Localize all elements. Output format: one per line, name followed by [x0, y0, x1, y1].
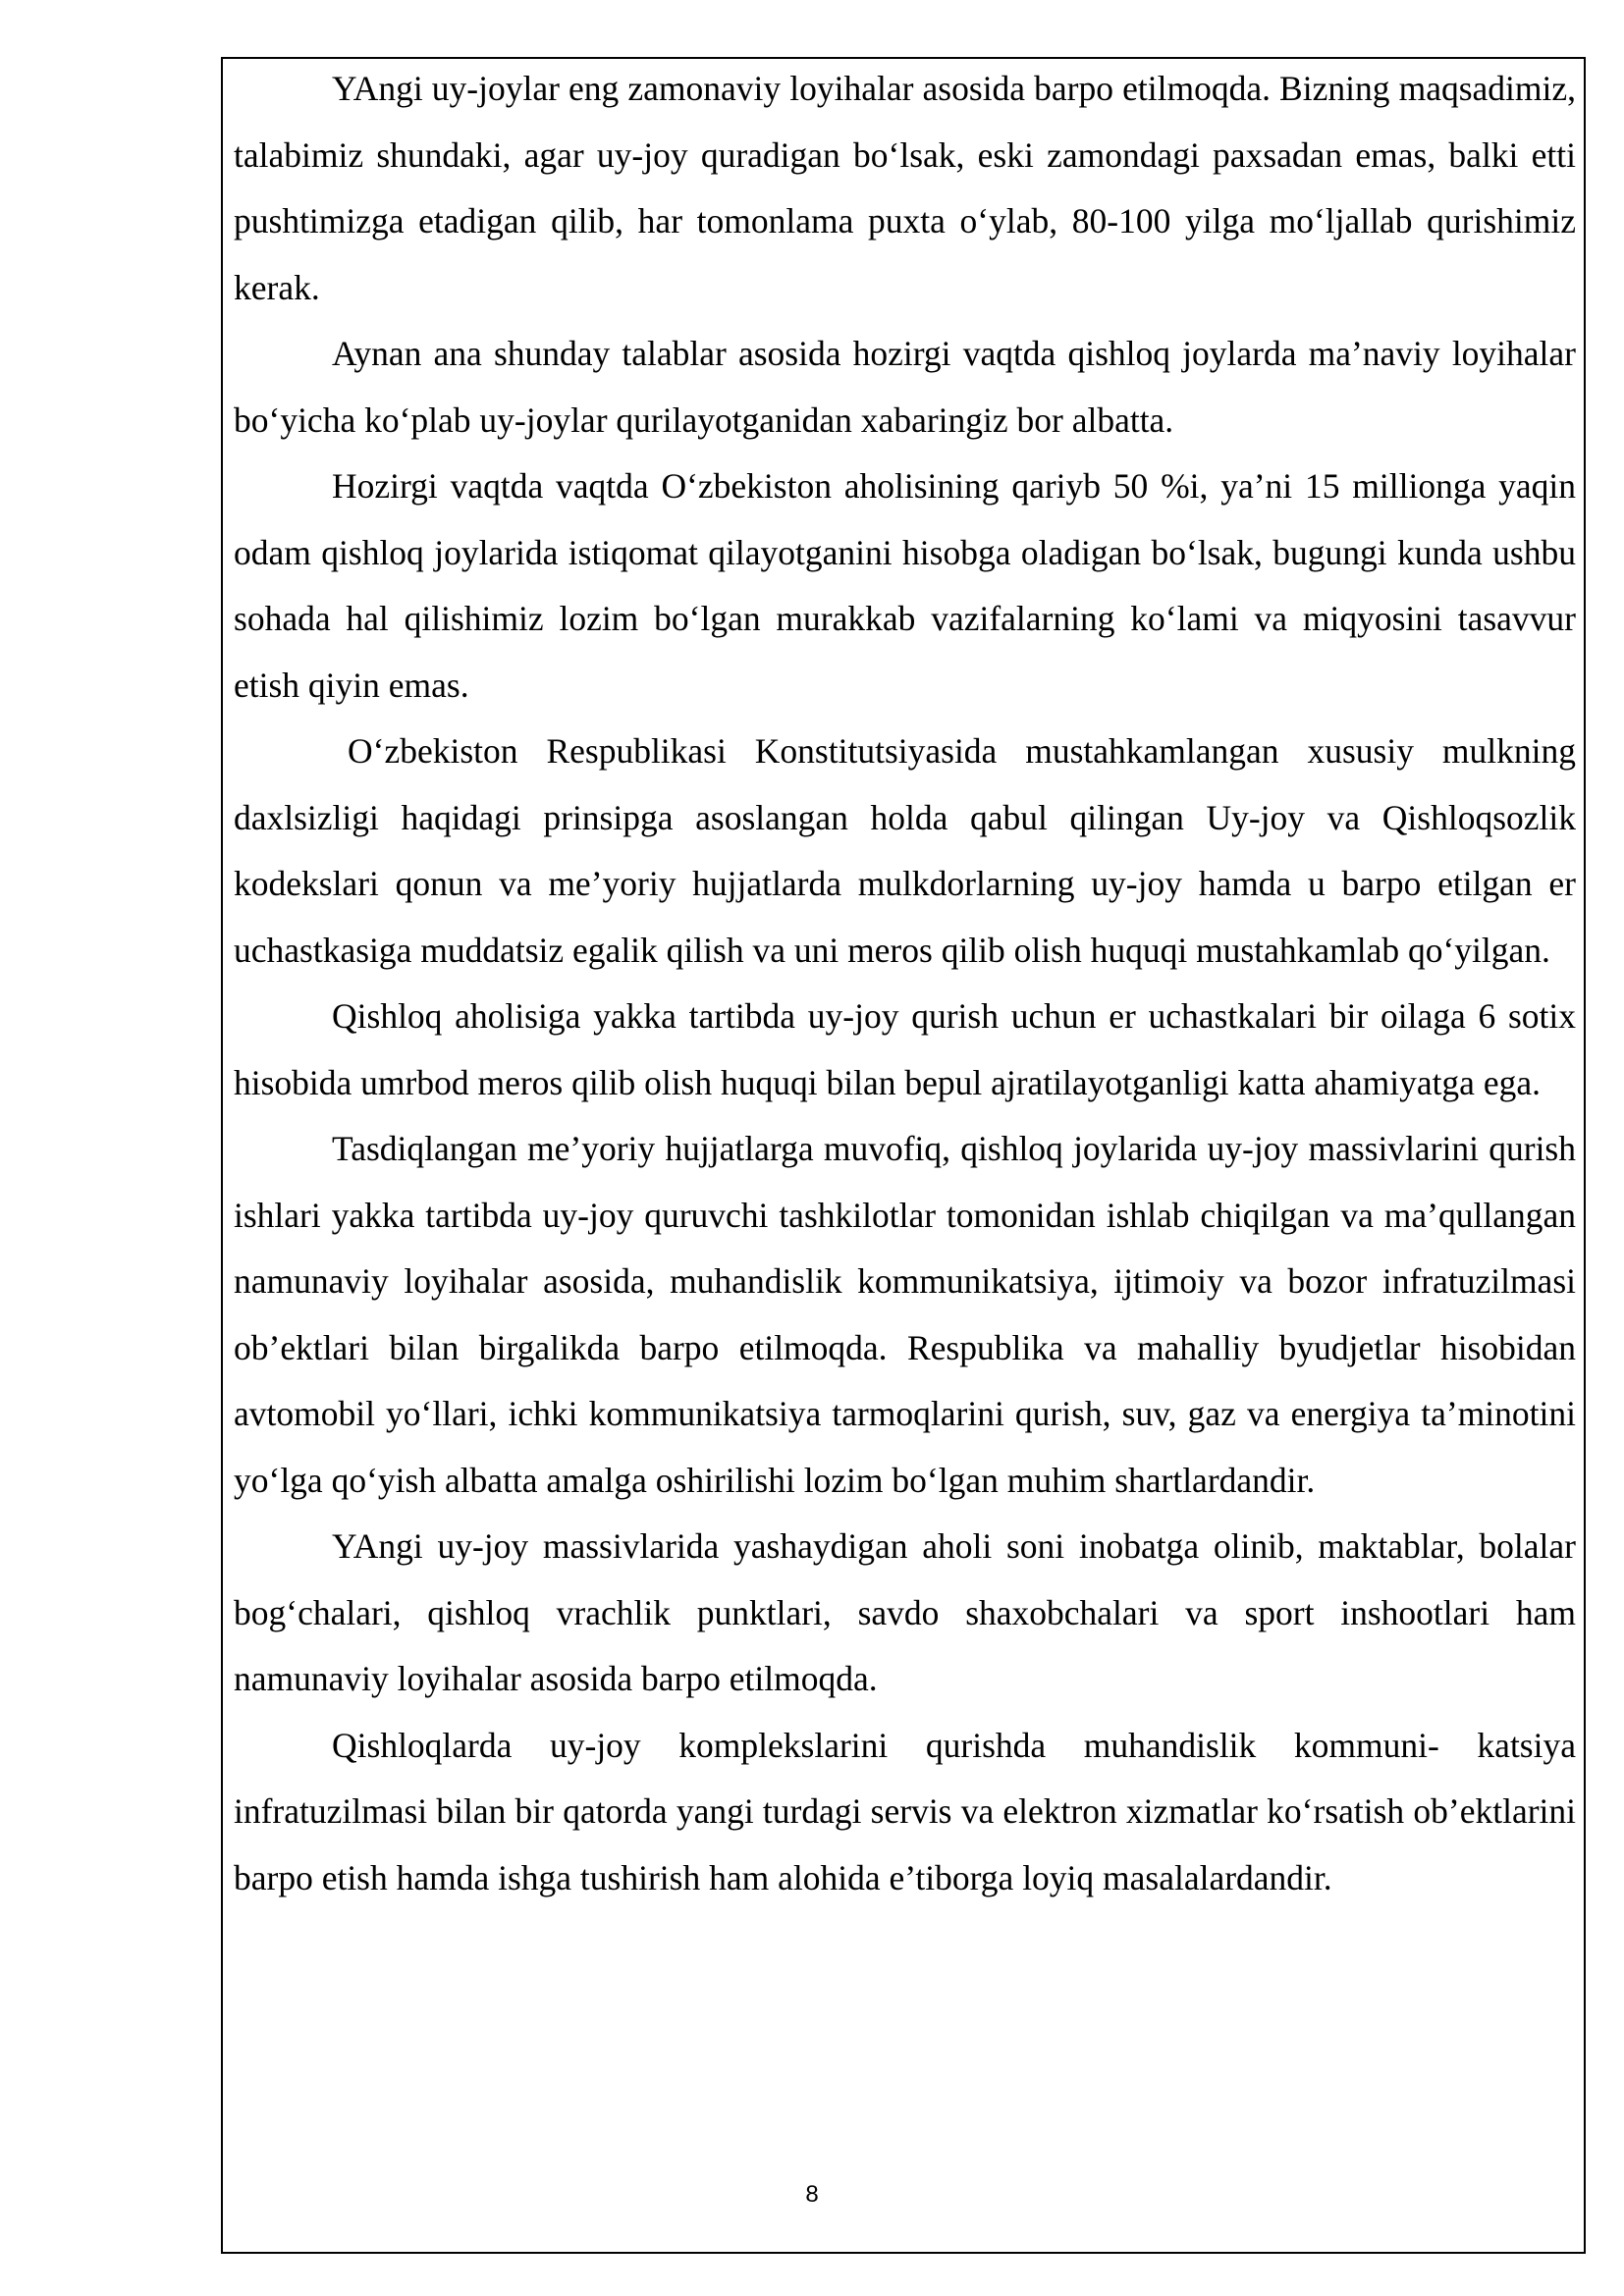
document-body [234, 56, 1576, 1911]
paragraph-3: Hozirgi vaqtda vaqtda O‘zbekiston aholisining qariyb 50 %i, ya’ni 15 millionga yaqin odam qishloq joylarida istiqomat qilayotganini hisobga oladigan bo‘lsak, bugungi kunda ushbu sohada hal qilishimiz lozim bo‘lgan murakkab vazifalarning ko‘lami va miqyosini tasavvur etish qiyin emas. [234, 466, 1576, 705]
paragraph-6: Tasdiqlangan me’yoriy hujjatlarga muvofiq, qishloq joylarida uy-joy massivlarini qurish ishlari yakka tartibda uy-joy quruvchi tashkilotlar tomonidan ishlab chiqilgan va ma’qullangan namunaviy loyihalar asosida, muhandislik kommunikatsiya, ijtimoiy va bozor infratuzilmasi ob’ektlari bilan birgalikda barpo etilmoqda. Respublika va mahalliy byudjetlar hisobidan avtomobil yo‘llari, ichki kommunikatsiya tarmoqlarini qurish, suv, gaz va energiya ta’minotini yo‘lga qo‘yish albatta amalga oshirilishi lozim bo‘lgan muhim shartlardandir. [234, 1129, 1576, 1500]
paragraph-4: O‘zbekiston Respublikasi Konstitutsiyasida mustahkamlangan xususiy mulkning daxlsizligi haqidagi prinsipga asoslangan holda qabul qilingan Uy-joy va Qishloqsozlik kodekslari qonun va me’yoriy hujjatlarda mulkdorlarning uy-joy hamda u barpo etilgan er uchastkasiga muddatsiz egalik qilish va uni meros qilib olish huquqi mustahkamlab qo‘yilgan. [234, 731, 1576, 970]
paragraph-8: Qishloqlarda uy-joy komplekslarini qurishda muhandislik kommuni- katsiya infratuzilmasi bilan bir qatorda yangi turdagi servis va elektron xizmatlar ko‘rsatish ob’ektlarini barpo etish hamda ishga tushirish ham alohida e’tiborga loyiq masalalardandir. [234, 1725, 1576, 1897]
paragraph-5: Qishloq aholisiga yakka tartibda uy-joy qurish uchun er uchastkalari bir oilaga 6 sotix hisobida umrbod meros qilib olish huquqi bilan bepul ajratilayotganligi katta ahamiyatga ega. [234, 996, 1576, 1102]
paragraph-2: Aynan ana shunday talablar asosida hozirgi vaqtda qishloq joylarda ma’naviy loyihalar bo‘yicha ko‘plab uy-joylar qurilayotganidan xabaringiz bor albatta. [234, 334, 1576, 440]
paragraph-7: YAngi uy-joy massivlarida yashaydigan aholi soni inobatga olinib, maktablar, bolalar bog‘chalari, qishloq vrachlik punktlari, savdo shaxobchalari va sport inshootlari ham namunaviy loyihalar asosida barpo etilmoqda. [234, 1526, 1576, 1698]
page-number: 8 [805, 2181, 819, 2208]
paragraph-1: YAngi uy-joylar eng zamonaviy loyihalar asosida barpo etilmoqda. Bizning maqsadimiz, talabimiz shundaki, agar uy-joy quradigan bo‘lsak, eski zamondagi paxsadan emas, balki etti pushtimizga etadigan qilib, har tomonlama puxta o‘ylab, 80-100 yilga mo‘ljallab qurishimiz kerak. [234, 69, 1576, 307]
